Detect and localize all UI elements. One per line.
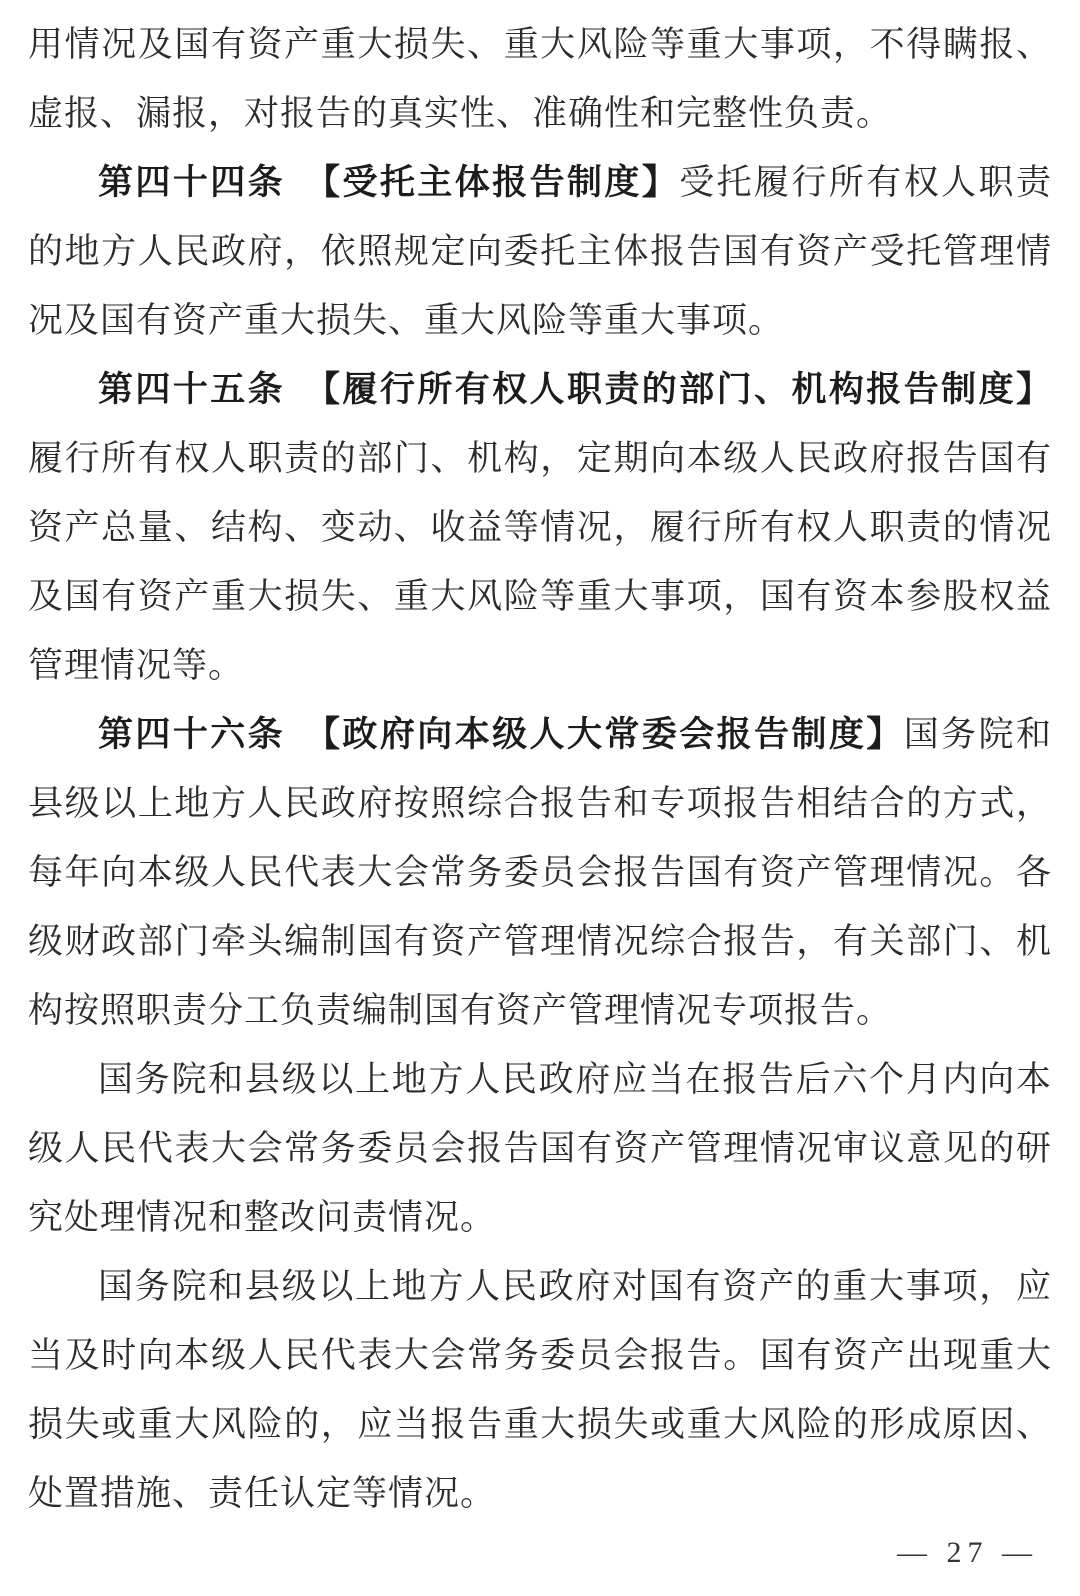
body-text: 构按照职责分工负责编制国有资产管理情况专项报告。 <box>28 991 893 1030</box>
body-text: 当及时向本级人民代表大会常务委员会报告。国有资产出现重大 <box>28 1336 1052 1375</box>
text-line <box>28 286 1052 355</box>
text-line <box>28 355 1052 424</box>
text-line <box>28 1252 1052 1321</box>
text-line <box>28 1045 1052 1114</box>
text-line <box>28 10 1052 79</box>
text-line <box>28 493 1052 562</box>
body-text: 受托履行所有权人职责 <box>679 163 1052 202</box>
page-number: — 27 — <box>897 1536 1038 1569</box>
text-line <box>28 700 1052 769</box>
text-line <box>28 1321 1052 1390</box>
body-text: 履行所有权人职责的部门、机构，定期向本级人民政府报告国有 <box>28 439 1052 478</box>
text-line <box>28 562 1052 631</box>
text-line <box>28 1114 1052 1183</box>
text-line <box>28 1459 1052 1528</box>
body-text: 损失或重大风险的，应当报告重大损失或重大风险的形成原因、 <box>28 1405 1052 1444</box>
body-text: 虚报、漏报，对报告的真实性、准确性和完整性负责。 <box>28 94 893 133</box>
body-text: 究处理情况和整改问责情况。 <box>28 1198 497 1237</box>
text-line <box>28 1183 1052 1252</box>
body-text: 用情况及国有资产重大损失、重大风险等重大事项，不得瞒报、 <box>28 25 1052 64</box>
text-line <box>28 424 1052 493</box>
text-line <box>28 976 1052 1045</box>
text-line <box>28 79 1052 148</box>
text-line <box>28 1390 1052 1459</box>
body-text: 及国有资产重大损失、重大风险等重大事项，国有资本参股权益 <box>28 577 1052 616</box>
text-line <box>28 148 1052 217</box>
body-text: 的地方人民政府，依照规定向委托主体报告国有资产受托管理情 <box>28 232 1052 271</box>
body-text: 国务院和 <box>903 715 1052 754</box>
text-line <box>28 631 1052 700</box>
body-text: 每年向本级人民代表大会常务委员会报告国有资产管理情况。各 <box>28 853 1052 892</box>
body-text: 级人民代表大会常务委员会报告国有资产管理情况审议意见的研 <box>28 1129 1052 1168</box>
article-heading-text: 第四十四条 【受托主体报告制度】 <box>98 163 680 202</box>
document-lines <box>28 10 1052 1528</box>
body-text: 国务院和县级以上地方人民政府应当在报告后六个月内向本 <box>98 1060 1052 1099</box>
text-line <box>28 217 1052 286</box>
article-heading-text: 第四十五条 【履行所有权人职责的部门、机构报告制度】 <box>98 370 1052 409</box>
body-text: 级财政部门牵头编制国有资产管理情况综合报告，有关部门、机 <box>28 922 1052 961</box>
body-text: 国务院和县级以上地方人民政府对国有资产的重大事项，应 <box>98 1267 1052 1306</box>
text-line <box>28 769 1052 838</box>
text-line <box>28 907 1052 976</box>
body-text: 县级以上地方人民政府按照综合报告和专项报告相结合的方式， <box>28 784 1052 823</box>
body-text: 资产总量、结构、变动、收益等情况，履行所有权人职责的情况 <box>28 508 1052 547</box>
body-text: 处置措施、责任认定等情况。 <box>28 1474 497 1513</box>
article-heading-text: 第四十六条 【政府向本级人大常委会报告制度】 <box>98 715 904 754</box>
text-line <box>28 838 1052 907</box>
body-text: 况及国有资产重大损失、重大风险等重大事项。 <box>28 301 785 340</box>
body-text: 管理情况等。 <box>28 646 245 685</box>
